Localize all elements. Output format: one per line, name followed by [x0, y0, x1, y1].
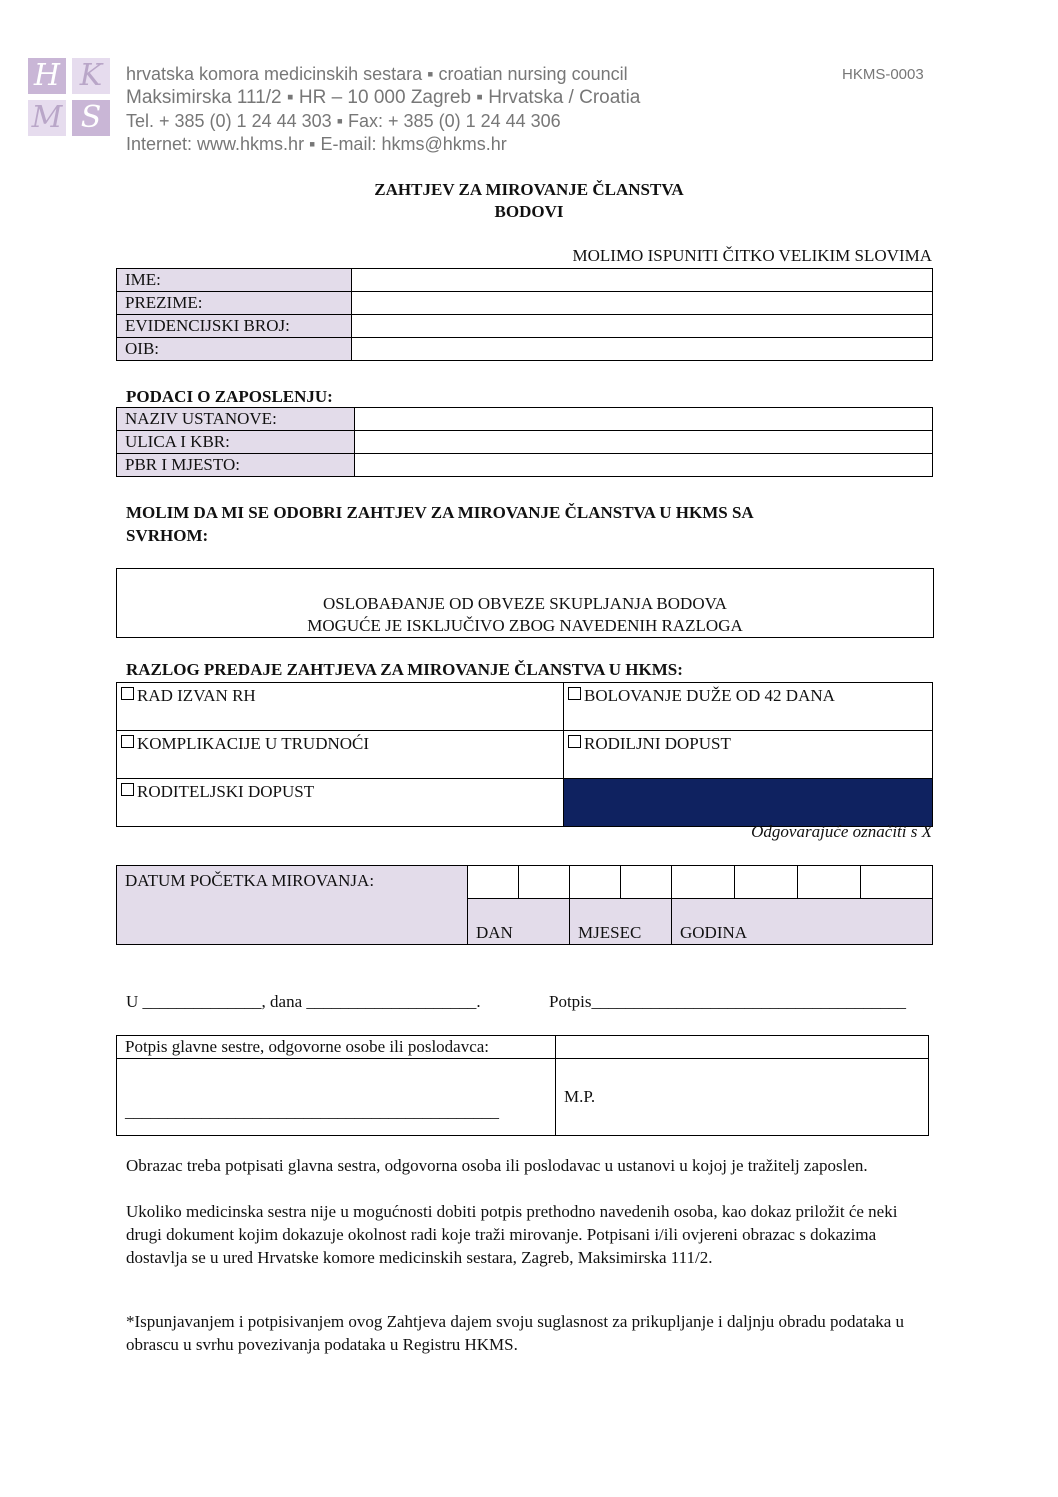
footer-consent: *Ispunjavanjem i potpisivanjem ovog Zahtjeva dajem svoju suglasnost za prikupljanje i daljnju obradu podataka u obrascu u svrhu povezivanja podataka u Registru HKMS. [126, 1312, 905, 1354]
checkbox-icon[interactable] [121, 783, 134, 796]
footer-paragraph-2: Ukoliko medicinska sestra nije u mogućnosti dobiti potpis prethodno navedenih osoba, kao dokaz priložit će neki drugi dokument kojim dokazuje okolnost radi koje traži mirovanje. Potpisani i/ili ovjereni obrazac s dokazima dostavlja se u ured Hrvatske komore medicinskih sestara, Zagreb, Maksimirska 111/2. [126, 1202, 898, 1267]
label-naziv-ustanove: NAZIV USTANOVE: [117, 408, 355, 431]
employment-table [116, 407, 933, 477]
reason-rodiljni[interactable] [564, 731, 933, 779]
fill-instruction: MOLIMO ISPUNITI ČITKO VELIKIM SLOVIMA [572, 246, 932, 265]
footer-paragraph-1: Obrazac treba potpisati glavna sestra, odgovorna osoba ili poslodavac u ustanovi u kojoj je tražitelj zaposlen. [126, 1156, 868, 1175]
place-date-line: U ______________, dana ____________________. [126, 992, 481, 1011]
label-prezime: PREZIME: [117, 292, 352, 315]
label-dan: DAN [468, 899, 570, 945]
request-text-line2: SVRHOM: [126, 526, 209, 545]
head-nurse-table [116, 1035, 929, 1136]
label-ime: IME: [117, 269, 352, 292]
field-pbr-mjesto[interactable] [355, 454, 933, 477]
head-nurse-sign-field[interactable]: ____________________________________________ [117, 1059, 556, 1136]
checkbox-icon[interactable] [121, 687, 134, 700]
head-nurse-label: Potpis glavne sestre, odgovorne osobe ili poslodavca: [117, 1036, 556, 1059]
hkms-logo [28, 58, 116, 142]
checkbox-icon[interactable] [568, 687, 581, 700]
form-subtitle: BODOVI [494, 202, 564, 221]
checkbox-icon[interactable] [568, 735, 581, 748]
date-label: DATUM POČETKA MIROVANJA: [117, 866, 468, 945]
logo-letter-s: S [72, 100, 110, 136]
field-prezime[interactable] [352, 292, 933, 315]
reason-label: KOMPLIKACIJE U TRUDNOĆI [137, 734, 370, 753]
request-text-line1: MOLIM DA MI SE ODOBRI ZAHTJEV ZA MIROVANJE ČLANSTVA U HKMS SA [126, 503, 754, 522]
logo-letter-h: H [28, 58, 66, 94]
field-oib[interactable] [352, 338, 933, 361]
date-digit-box[interactable] [798, 866, 861, 899]
empty-dark-cell [564, 779, 933, 827]
reason-bolovanje[interactable] [564, 683, 933, 731]
label-pbr-mjesto: PBR I MJESTO: [117, 454, 355, 477]
date-digit-box[interactable] [570, 866, 621, 899]
label-evidencijski-broj: EVIDENCIJSKI BROJ: [117, 315, 352, 338]
field-naziv-ustanove[interactable] [355, 408, 933, 431]
date-digit-box[interactable] [468, 866, 519, 899]
date-table [116, 865, 933, 945]
head-nurse-empty-cell [556, 1036, 929, 1059]
date-digit-box[interactable] [519, 866, 570, 899]
signature-line: Potpis_____________________________________ [549, 992, 907, 1011]
personal-data-table [116, 268, 933, 361]
header-org-name: hrvatska komora medicinskih sestara ▪ croatian nursing council [126, 64, 628, 84]
label-mjesec: MJESEC [570, 899, 672, 945]
reason-rad-izvan-rh[interactable] [117, 683, 564, 731]
form-code: HKMS-0003 [842, 66, 924, 83]
reason-label: BOLOVANJE DUŽE OD 42 DANA [584, 686, 835, 705]
checkbox-icon[interactable] [121, 735, 134, 748]
stamp-label: M.P. [556, 1059, 929, 1136]
reason-label: RODITELJSKI DOPUST [137, 782, 315, 801]
logo-letter-m: M [28, 100, 66, 136]
label-oib: OIB: [117, 338, 352, 361]
reason-roditeljski[interactable] [117, 779, 564, 827]
employment-heading: PODACI O ZAPOSLENJU: [126, 387, 333, 406]
purpose-line1: OSLOBAĐANJE OD OBVEZE SKUPLJANJA BODOVA [323, 594, 727, 613]
header-web-email: Internet: www.hkms.hr ▪ E-mail: hkms@hkms.hr [126, 134, 507, 154]
reasons-table [116, 682, 933, 827]
logo-letter-k: K [72, 58, 110, 94]
field-evidencijski-broj[interactable] [352, 315, 933, 338]
field-ime[interactable] [352, 269, 933, 292]
label-ulica: ULICA I KBR: [117, 431, 355, 454]
purpose-box [116, 568, 934, 638]
date-digit-box[interactable] [735, 866, 798, 899]
reason-label: RODILJNI DOPUST [584, 734, 731, 753]
reasons-heading: RAZLOG PREDAJE ZAHTJEVA ZA MIROVANJE ČLANSTVA U HKMS: [126, 660, 683, 679]
header-phone-fax: Tel. + 385 (0) 1 24 44 303 ▪ Fax: + 385 (0) 1 24 44 306 [126, 111, 561, 131]
mark-note: Odgovarajuće označiti s X [751, 822, 932, 841]
header-address: Maksimirska 111/2 ▪ HR – 10 000 Zagreb ▪ Hrvatska / Croatia [126, 87, 641, 108]
label-godina: GODINA [672, 899, 933, 945]
form-title: ZAHTJEV ZA MIROVANJE ČLANSTVA [374, 180, 684, 199]
field-ulica[interactable] [355, 431, 933, 454]
date-digit-box[interactable] [621, 866, 672, 899]
reason-komplikacije[interactable] [117, 731, 564, 779]
purpose-line2: MOGUĆE JE ISKLJUČIVO ZBOG NAVEDENIH RAZLOGA [307, 616, 743, 635]
reason-label: RAD IZVAN RH [137, 686, 256, 705]
date-digit-box[interactable] [861, 866, 933, 899]
date-digit-box[interactable] [672, 866, 735, 899]
